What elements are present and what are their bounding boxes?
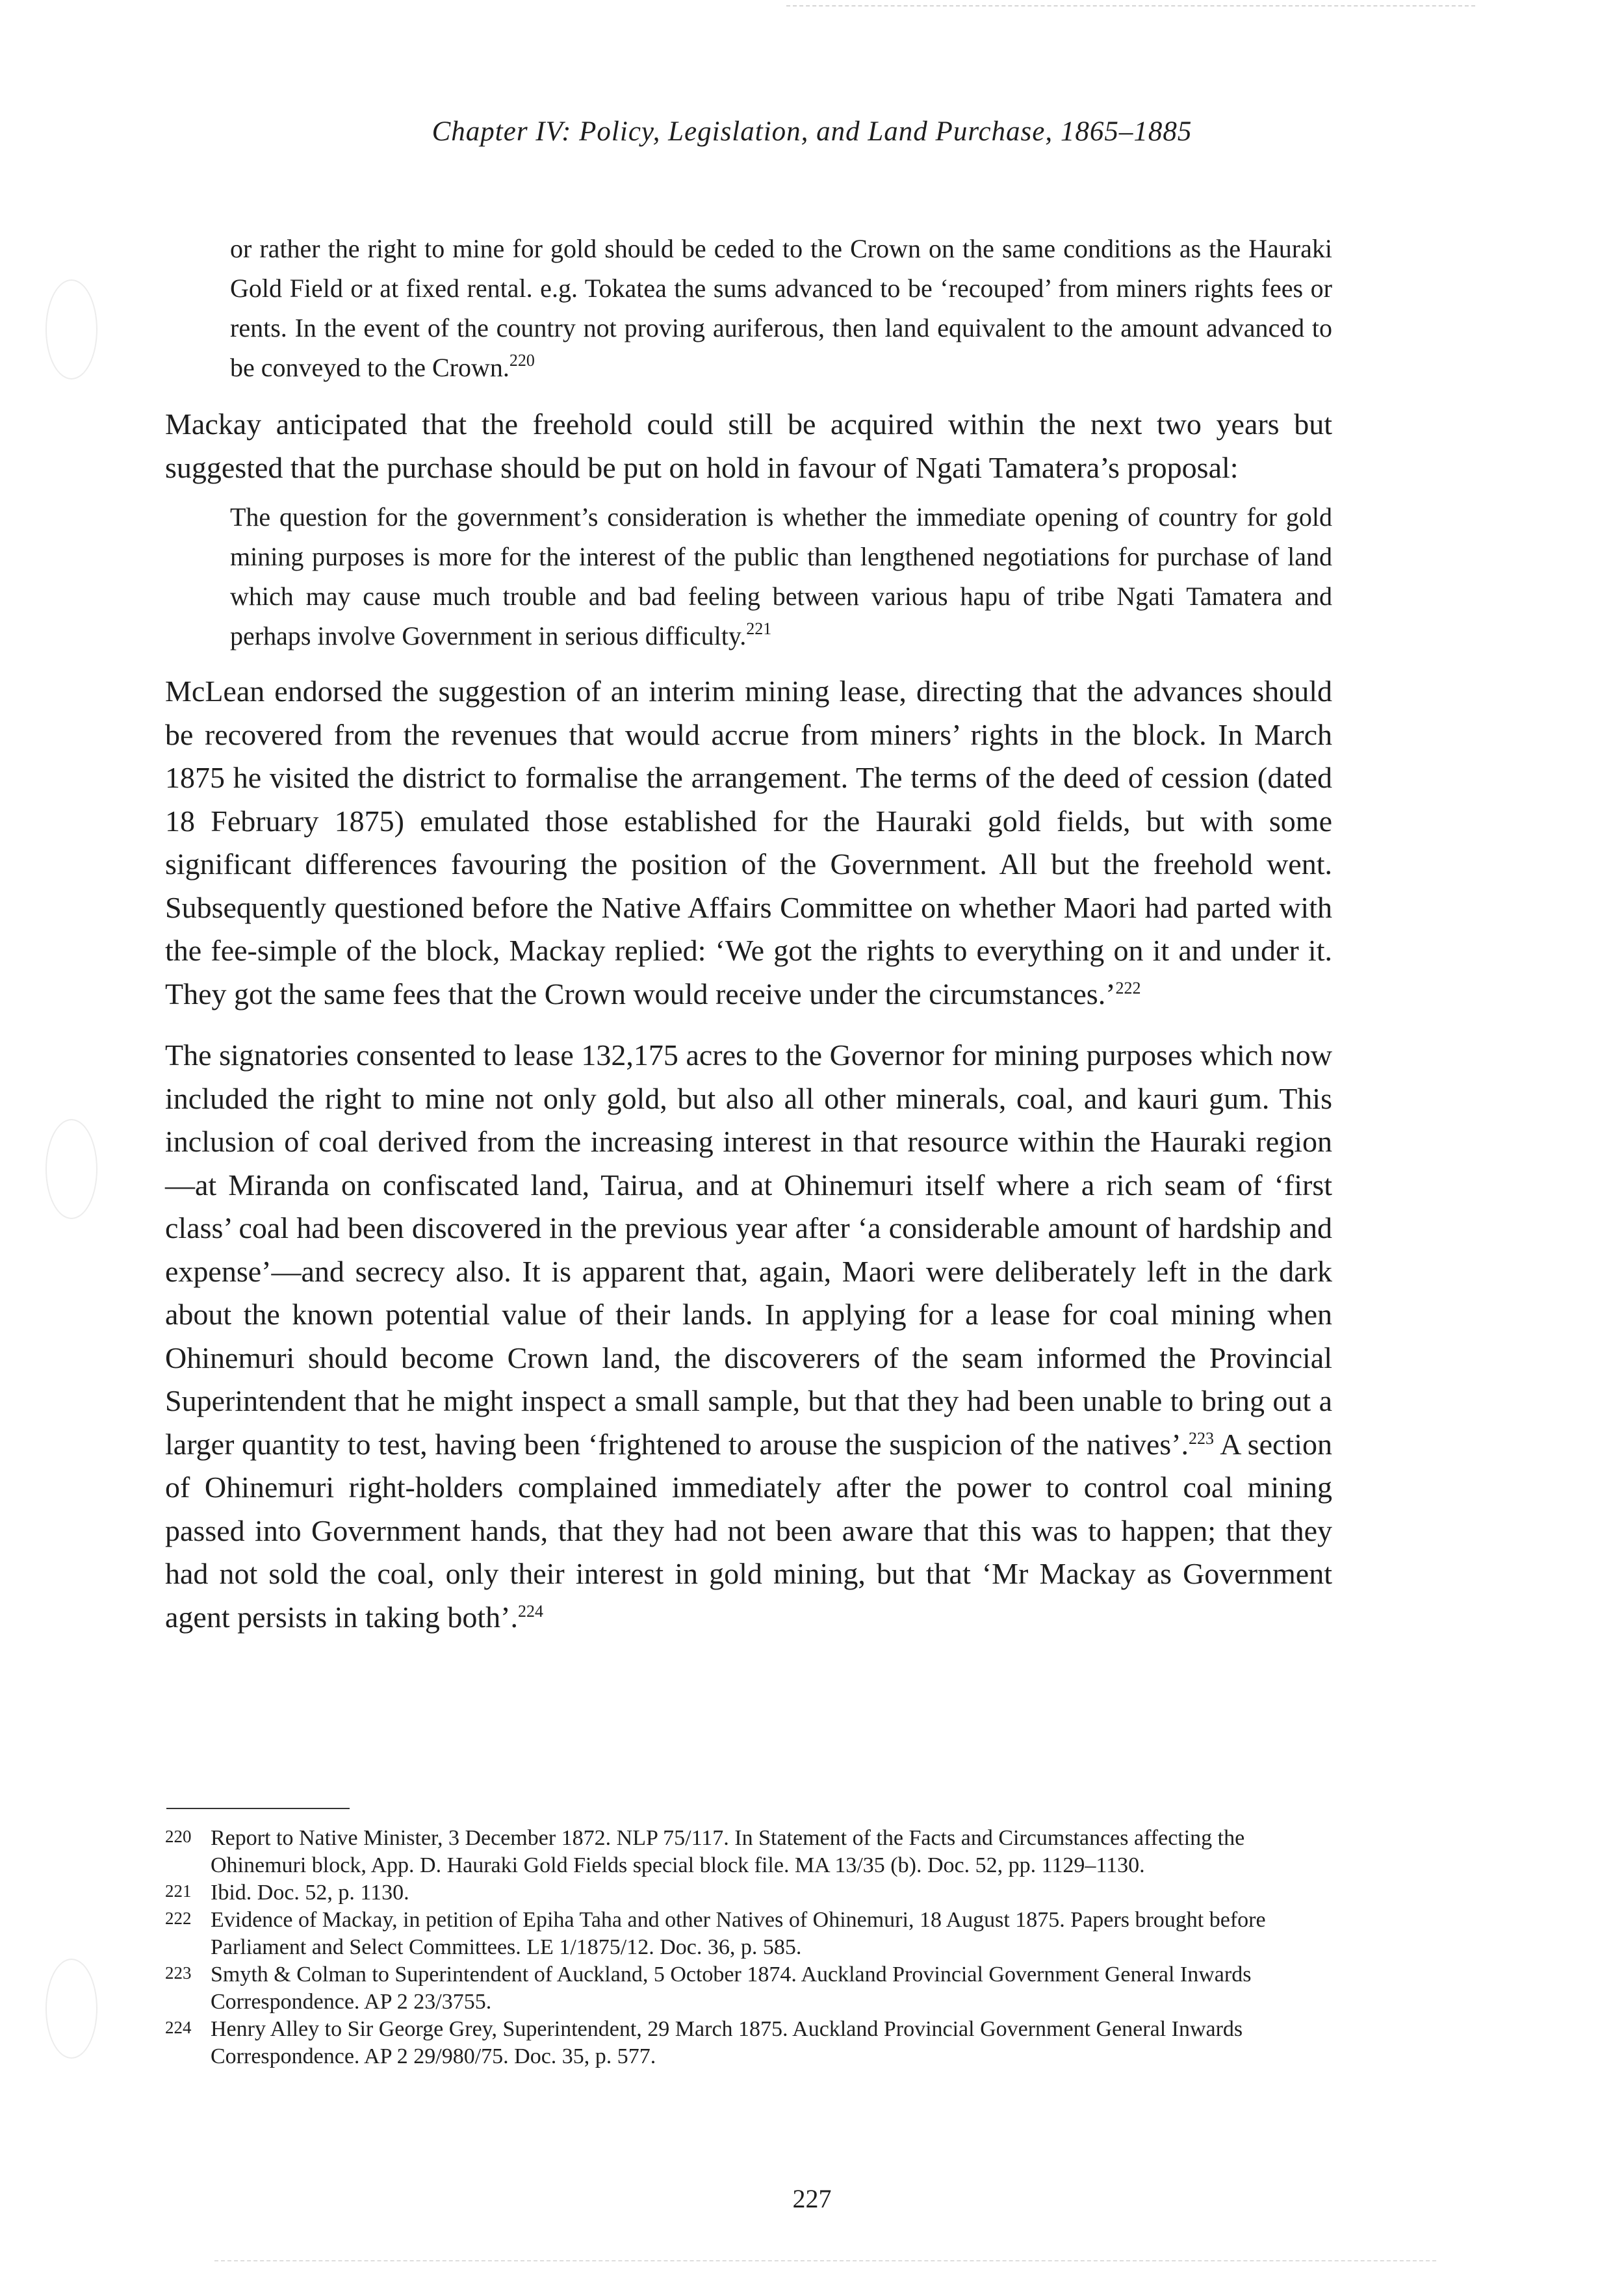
footnote	[165, 1907, 1332, 1961]
footnote-ref-220: 220	[509, 351, 535, 370]
page-number: 227	[792, 2184, 832, 2213]
punch-hole-3	[45, 1959, 97, 2059]
paragraph-3-text-b: A section of Ohinemuri right-holders complained immediately after the power to control coal mining passed into Government hands, that they had not been aware that this was to happen; that they had not sold the coal, only their interest in gold mining, but that ‘Mr Mackay as Government agent persists in taking both’.	[165, 1427, 1332, 1634]
footnote-ref-223: 223	[1189, 1428, 1215, 1448]
punch-hole-2	[45, 1119, 97, 1219]
footnote	[165, 1825, 1332, 1879]
footnote-text: Report to Native Minister, 3 December 1872. NLP 75/117. In Statement of the Facts and Circumstances affecting the Ohinemuri block, App. D. Hauraki Gold Fields special block file. MA 13/35 (b). Doc. 52, pp. 1129–1130.	[211, 1826, 1245, 1877]
punch-hole-1	[45, 279, 97, 380]
footnote-number: 222	[165, 1909, 192, 1928]
scan-edge-bottom	[214, 2260, 1436, 2261]
footnote-number: 224	[165, 2018, 192, 2037]
footnote-ref-221: 221	[746, 619, 772, 638]
footnote-rule	[166, 1808, 350, 1809]
scan-edge-top	[786, 5, 1475, 6]
footnotes	[165, 1825, 1332, 2070]
paragraph-2	[165, 670, 1332, 1016]
footnote-text: Henry Alley to Sir George Grey, Superintendent, 29 March 1875. Auckland Provincial Government General Inwards Correspondence. AP 2 29/980/75. Doc. 35, p. 577.	[211, 2017, 1243, 2068]
footnote	[165, 2016, 1332, 2070]
paragraph-3-text-a: The signatories consented to lease 132,175 acres to the Governor for mining purposes which now included the right to mine not only gold, but also all other minerals, coal, and kauri gum. This inclusion of coal derived from the increasing interest in that resource within the Hauraki region—at Miranda on confiscated land, Tairua, and at Ohinemuri itself where a rich seam of ‘first class’ coal had been discovered in the previous year after ‘a considerable amount of hardship and expense’—and secrecy also. It is apparent that, again, Maori were deliberately left in the dark about the known potential value of their lands. In applying for a lease for coal mining when Ohinemuri should become Crown land, the discoverers of the seam informed the Provincial Superintendent that he might inspect a small sample, but that they had been unable to bring out a larger quantity to test, having been ‘frightened to arouse the suspicion of the natives’.	[165, 1038, 1332, 1461]
footnote	[165, 1879, 1332, 1907]
block-quote-1	[230, 229, 1332, 387]
footnote-number: 221	[165, 1881, 192, 1901]
quote-2-text: The question for the government’s consideration is whether the immediate opening of country for gold mining purposes is more for the interest of the public than lengthened negotiations for purchase of land which may cause much trouble and bad feeling between various hapu of tribe Ngati Tamatera and perhaps involve Government in serious difficulty.	[230, 502, 1332, 650]
footnote-text: Evidence of Mackay, in petition of Epiha Taha and other Natives of Ohinemuri, 18 August 1875. Papers brought before Parliament and Select Committees. LE 1/1875/12. Doc. 36, p. 585.	[211, 1908, 1266, 1959]
body-text	[165, 229, 1332, 1639]
footnote-text: Smyth & Colman to Superintendent of Auckland, 5 October 1874. Auckland Provincial Government General Inwards Correspondence. AP 2 23/3755.	[211, 1962, 1252, 2014]
running-head: Chapter IV: Policy, Legislation, and Land Purchase, 1865–1885	[432, 116, 1192, 147]
paragraph-2-text: McLean endorsed the suggestion of an interim mining lease, directing that the advances should be recovered from the revenues that would accrue from miners’ rights in the block. In March 1875 he visited the district to formalise the arrangement. The terms of the deed of cession (dated 18 February 1875) emulated those established for the Hauraki gold fields, but with some significant differences favouring the position of the Government. All but the freehold went. Subsequently questioned before the Native Affairs Committee on whether Maori had parted with the fee-simple of the block, Mackay replied: ‘We got the rights to everything on it and under it. They got the same fees that the Crown would receive under the circumstances.’	[165, 675, 1332, 1010]
block-quote-2	[230, 497, 1332, 656]
quote-1-text: or rather the right to mine for gold should be ceded to the Crown on the same conditions as the Hauraki Gold Field or at fixed rental. e.g. Tokatea the sums advanced to be ‘recouped’ from miners rights fees or rents. In the event of the country not proving auriferous, then land equivalent to the amount advanced to be conveyed to the Crown.	[230, 234, 1332, 382]
footnote-ref-224: 224	[517, 1601, 543, 1621]
footnote	[165, 1961, 1332, 2016]
paragraph-1: Mackay anticipated that the freehold could still be acquired within the next two years but suggested that the purchase should be put on hold in favour of Ngati Tamatera’s proposal:	[165, 407, 1332, 484]
footnote-number: 223	[165, 1963, 192, 1983]
footnote-number: 220	[165, 1827, 192, 1846]
footnote-text: Ibid. Doc. 52, p. 1130.	[211, 1881, 409, 1905]
footnote-ref-222: 222	[1115, 978, 1141, 997]
paragraph-3	[165, 1034, 1332, 1639]
